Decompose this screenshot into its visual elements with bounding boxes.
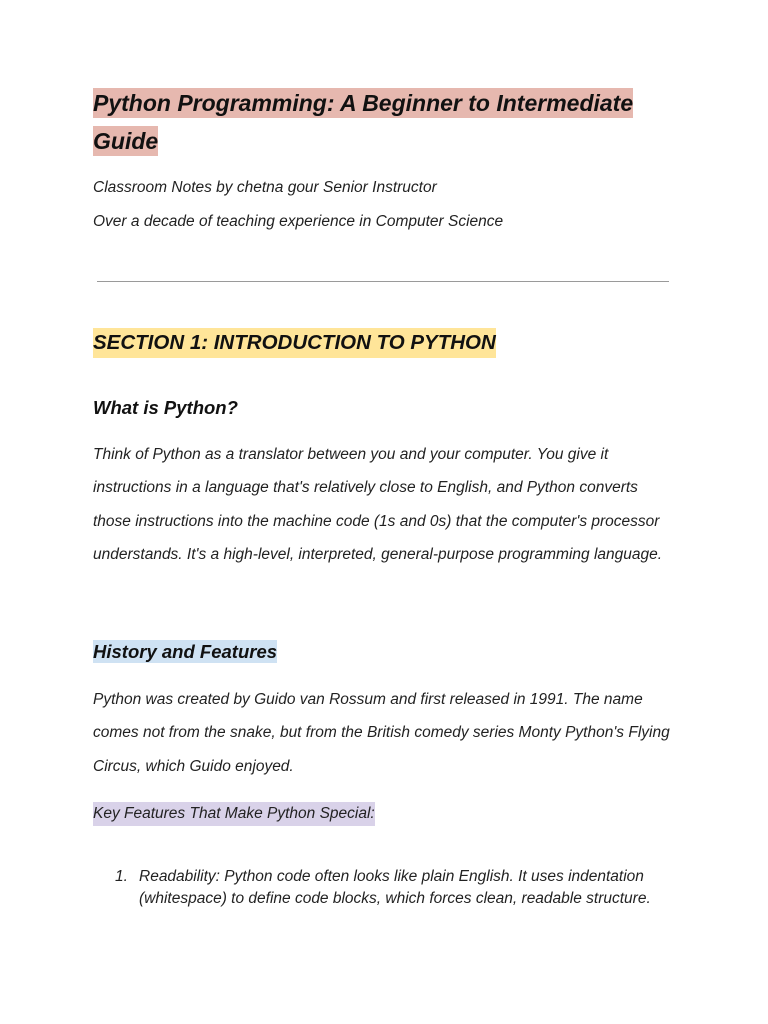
history-heading — [93, 640, 277, 664]
what-is-python-paragraph: Think of Python as a translator between you and your computer. You give it instructions in a language that's relatively close to English, and Python converts those instructions into the machine code (1s and 0s) that the computer's processor understands. It's a high-level, interpreted, general-purpose programming language. — [93, 446, 663, 563]
author-byline: Classroom Notes by chetna gour Senior Instructor — [93, 179, 437, 196]
list-item-text: Readability: Python code often looks like plain English. It uses indentation (whitespace) to define code blocks, which forces clean, readable structure. — [139, 868, 651, 907]
list-item-number: 1. — [115, 868, 128, 885]
experience-line: Over a decade of teaching experience in Computer Science — [93, 213, 504, 230]
list-item — [93, 866, 683, 910]
history-heading-text: History and Features — [93, 641, 278, 662]
section-heading: SECTION 1: INTRODUCTION TO PYTHON — [93, 328, 496, 358]
horizontal-divider — [97, 281, 669, 282]
document-title-text: Python Programming: A Beginner to Intermediate Guide — [93, 90, 634, 154]
history-paragraph: Python was created by Guido van Rossum and first released in 1991. The name comes not from the snake, but from the British comedy series Monty Python's Flying Circus, which Guido enjoyed. — [93, 691, 670, 775]
what-is-python-heading: What is Python? — [93, 397, 238, 418]
key-features-list — [93, 866, 683, 910]
document-title — [93, 84, 653, 160]
key-features-label: Key Features That Make Python Special: — [93, 802, 375, 826]
